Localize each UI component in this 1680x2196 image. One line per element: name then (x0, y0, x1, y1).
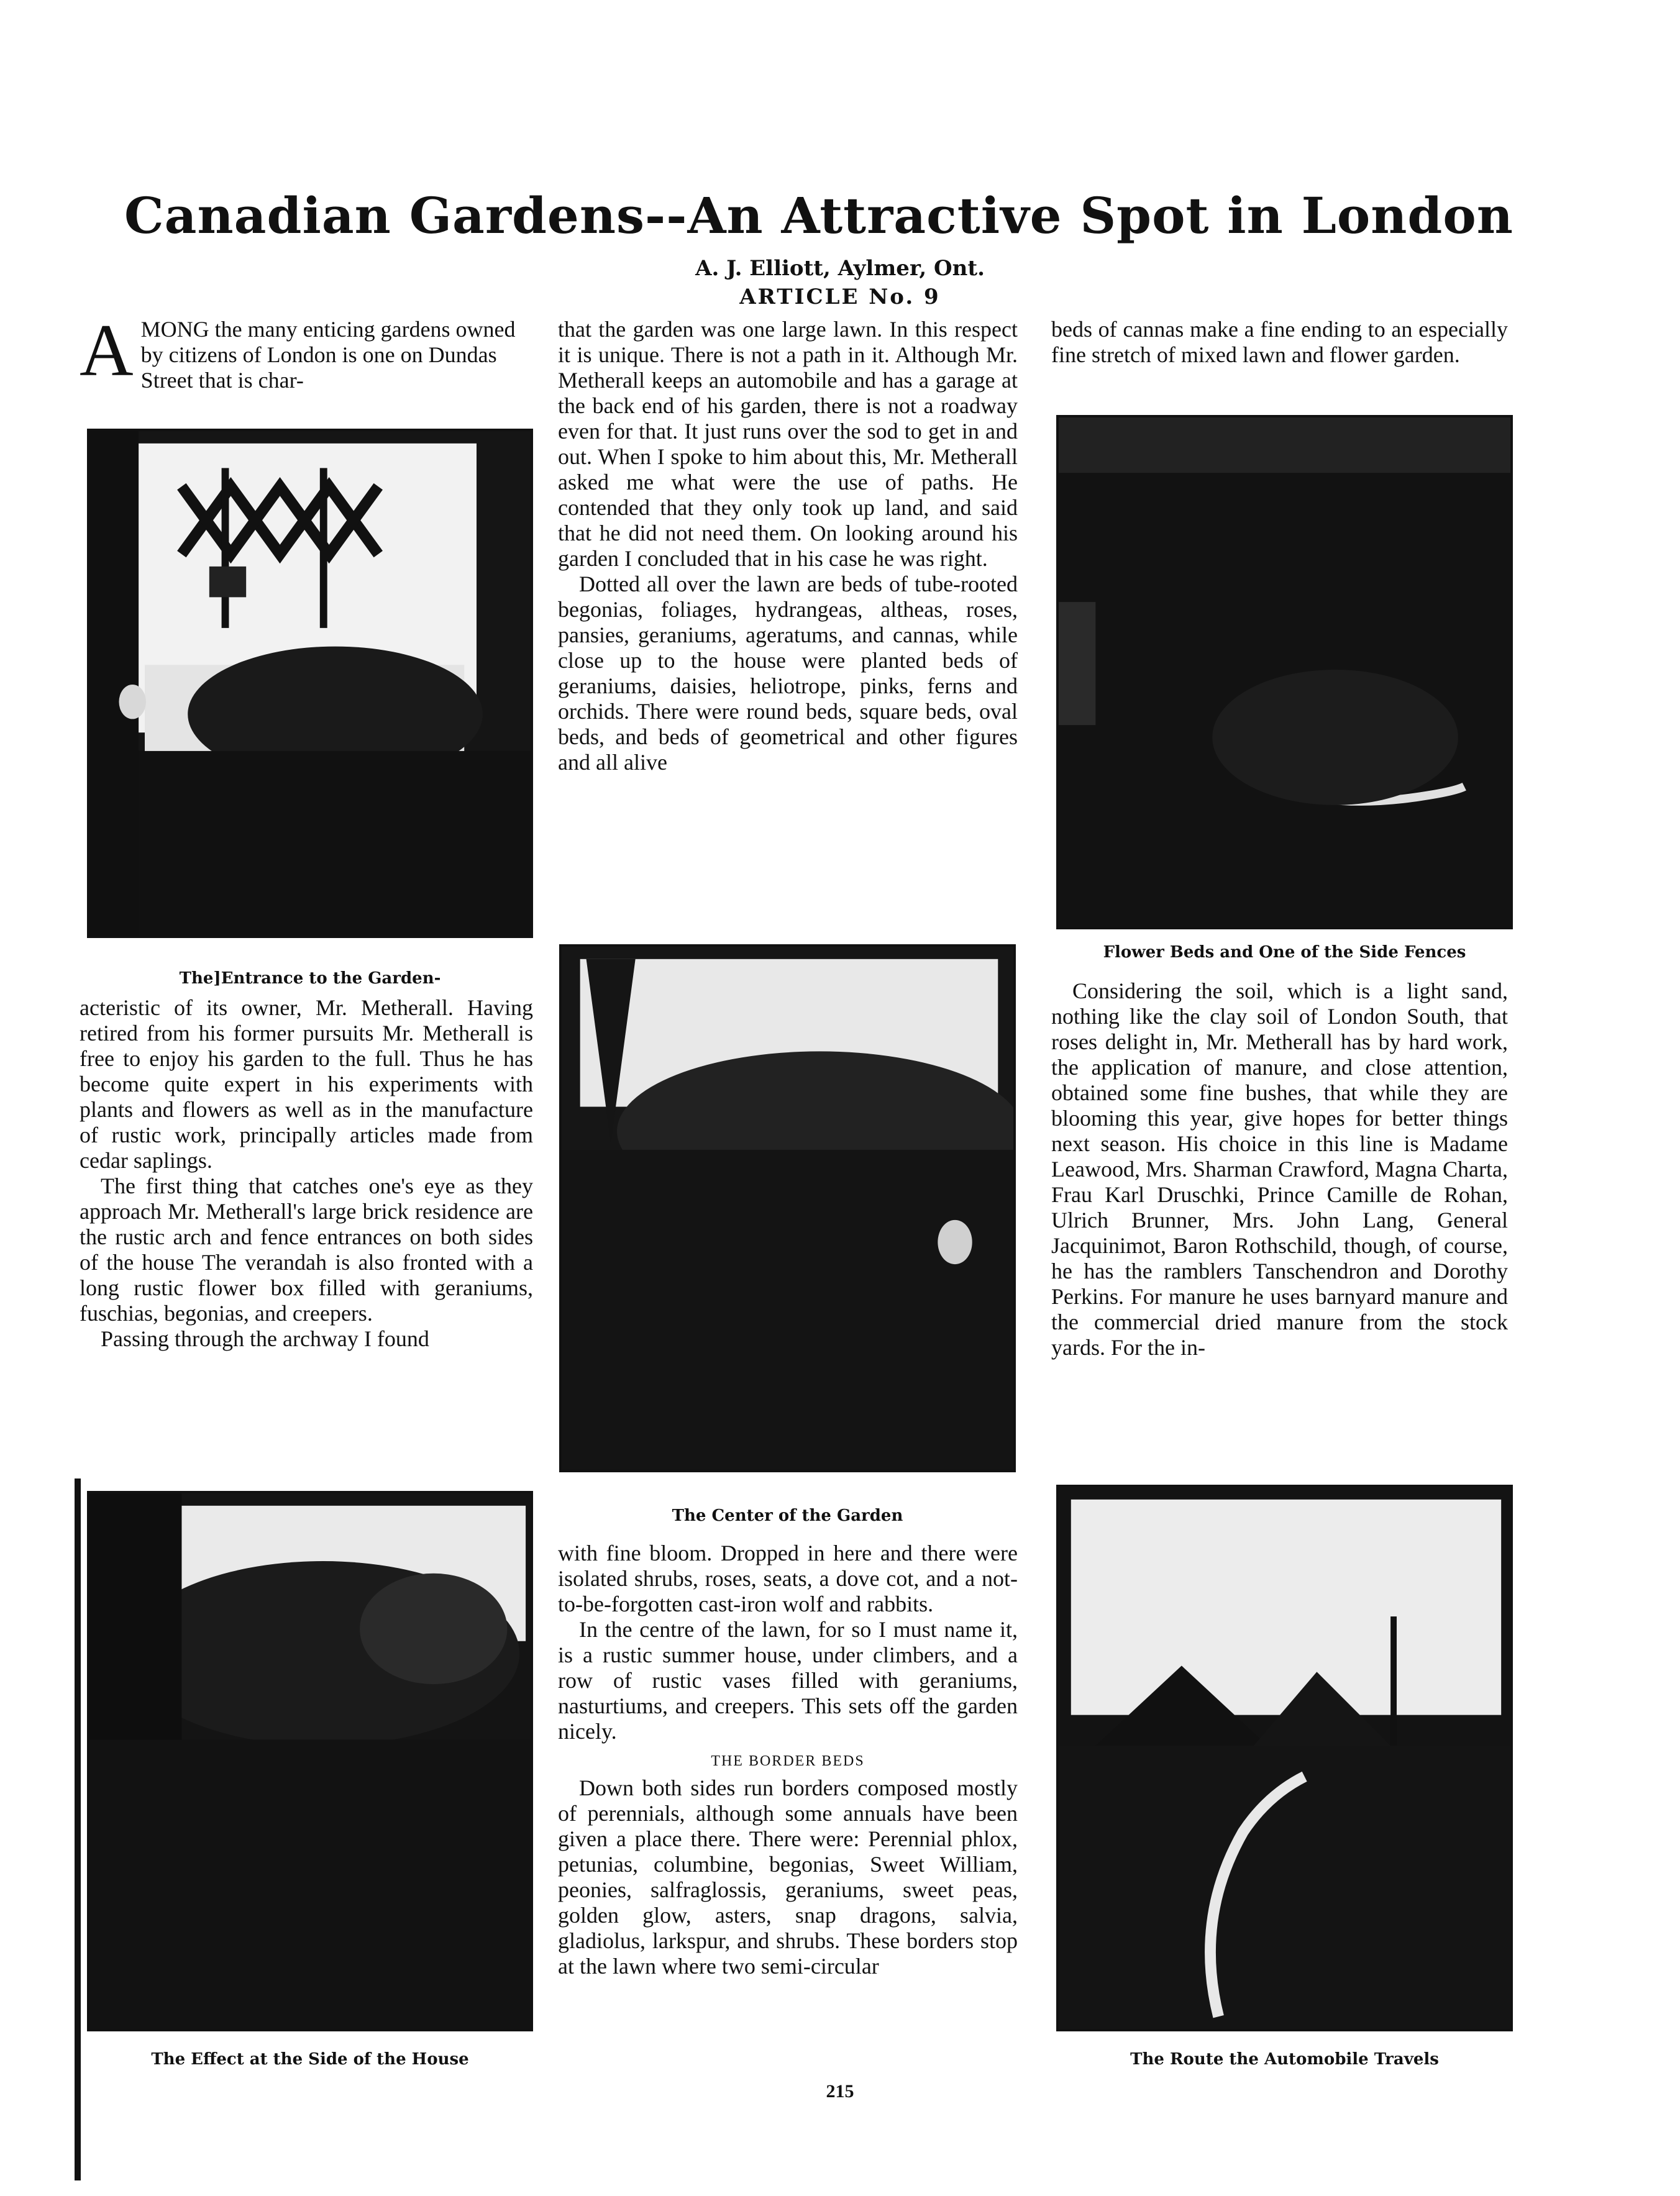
paragraph: Considering the soil, which is a light sand, nothing like the clay soil of London South, that roses delight in, Mr. Metherall has by hard work, the application of manure, and close attention, obtained some fine bushes, that while they are blooming this year, give hopes for better things next season. His choice in this line is Madame Leawood, Mrs. Sharman Crawford, Magna Charta, Frau Karl Druschki, Prince Camille de Rohan, Ulrich Brunner, Mrs. John Lang, General Jacquinimot, Baron Rothschild, though, of course, he has the ramblers Tanschendron and Dorothy Perkins. For manure he uses barnyard manure and the commercial dried manure from the stock yards. For the in- (1051, 978, 1508, 1360)
photo-entrance-image (89, 431, 531, 936)
caption-route: The Route the Automobile Travels (1130, 2050, 1439, 2069)
photo-route-image (1059, 1487, 1510, 2029)
paragraph: Dotted all over the lawn are beds of tube-rooted begonias, foliages, hydrangeas, altheas, roses, pansies, geraniums, ageratums, and cannas, while close up to the house were planted beds of geraniums, daisies, heliotrope, pinks, ferns and orchids. There were round beds, square beds, oval beds, and beds of geometrical and other figures and all alive (558, 572, 1018, 775)
paragraph: The first thing that catches one's eye as they approach Mr. Metherall's large brick residence are the rustic arch and fence entrances on both sides of the house The verandah is also fronted with a long rustic flower box filled with geraniums, fuschias, begonias, and creepers. (80, 1173, 533, 1326)
left-column-middle (80, 995, 533, 1352)
paragraph: In the centre of the lawn, for so I must name it, is a rustic summer house, under climbers, and a row of rustic vases filled with geraniums, nasturtiums, and creepers. This sets off the garden nicely. (558, 1617, 1018, 1744)
drop-cap: A (80, 309, 134, 391)
photo-side-house (87, 1491, 533, 2031)
photo-center-image (562, 947, 1013, 1470)
photo-flower-beds (1056, 415, 1513, 929)
caption-flower-beds: Flower Beds and One of the Side Fences (1103, 943, 1466, 962)
paragraph: acteristic of its owner, Mr. Metherall. Having retired from his former pursuits Mr. Metherall is free to enjoy his garden to the full. Thus he has become quite expert in his experiments with plants and flowers as well as in the manufacture of rustic work, principally articles made from cedar saplings. (80, 995, 533, 1173)
article-title: Canadian Gardens--An Attractive Spot in London (124, 186, 1513, 245)
photo-route (1056, 1485, 1513, 2031)
binding-edge-bar (75, 1478, 81, 2180)
middle-column-top (558, 317, 1018, 775)
right-column-top (1051, 317, 1508, 368)
article-number: ARTICLE No. 9 (739, 285, 941, 309)
photo-center (559, 944, 1016, 1472)
right-column-middle (1051, 978, 1508, 1360)
page-number: 215 (826, 2081, 854, 2102)
photo-side-house-image (89, 1493, 531, 2029)
paragraph: beds of cannas make a fine ending to an especially fine stretch of mixed lawn and flower garden. (1051, 317, 1508, 367)
paragraph: that the garden was one large lawn. In this respect it is unique. There is not a path in it. Although Mr. Metherall keeps an automobile and has a garage at the back end of his garden, there is not a roadway even for that. It just runs over the sod to get in and out. When I spoke to him about this, Mr. Metherall asked me what were the use of paths. He contended that they only took up land, and said that he did not need them. On looking around his garden I concluded that in his case he was right. (558, 317, 1018, 571)
caption-entrance: The]Entrance to the Garden- (179, 969, 441, 988)
intro-text: MONG the many enticing gardens owned by citizens of London is one on Dundas Street that is char- (140, 317, 516, 393)
subhead-border-beds: THE BORDER BEDS (711, 1753, 865, 1769)
photo-flower-beds-image (1059, 417, 1510, 927)
photo-entrance (87, 429, 533, 938)
caption-center: The Center of the Garden (672, 1506, 903, 1525)
paragraph: Down both sides run borders composed mostly of perennials, although some annuals have been given a place there. There were: Perennial phlox, petunias, columbine, begonias, Sweet William, peonies, salfraglossis, geraniums, sweet peas, golden glow, asters, snap dragons, salvia, gladiolus, larkspur, and shrubs. These borders stop at the lawn where two semi-circular (558, 1775, 1018, 1979)
paragraph: Passing through the archway I found (101, 1326, 429, 1351)
caption-side-house: The Effect at the Side of the House (151, 2050, 469, 2069)
middle-column-bottom (558, 1541, 1018, 1979)
article-byline: A. J. Elliott, Aylmer, Ont. (695, 256, 985, 281)
paragraph: with fine bloom. Dropped in here and there were isolated shrubs, roses, seats, a dove cot, and a not-to-be-forgotten cast-iron wolf and rabbits. (558, 1541, 1018, 1616)
left-column-intro (80, 309, 539, 393)
